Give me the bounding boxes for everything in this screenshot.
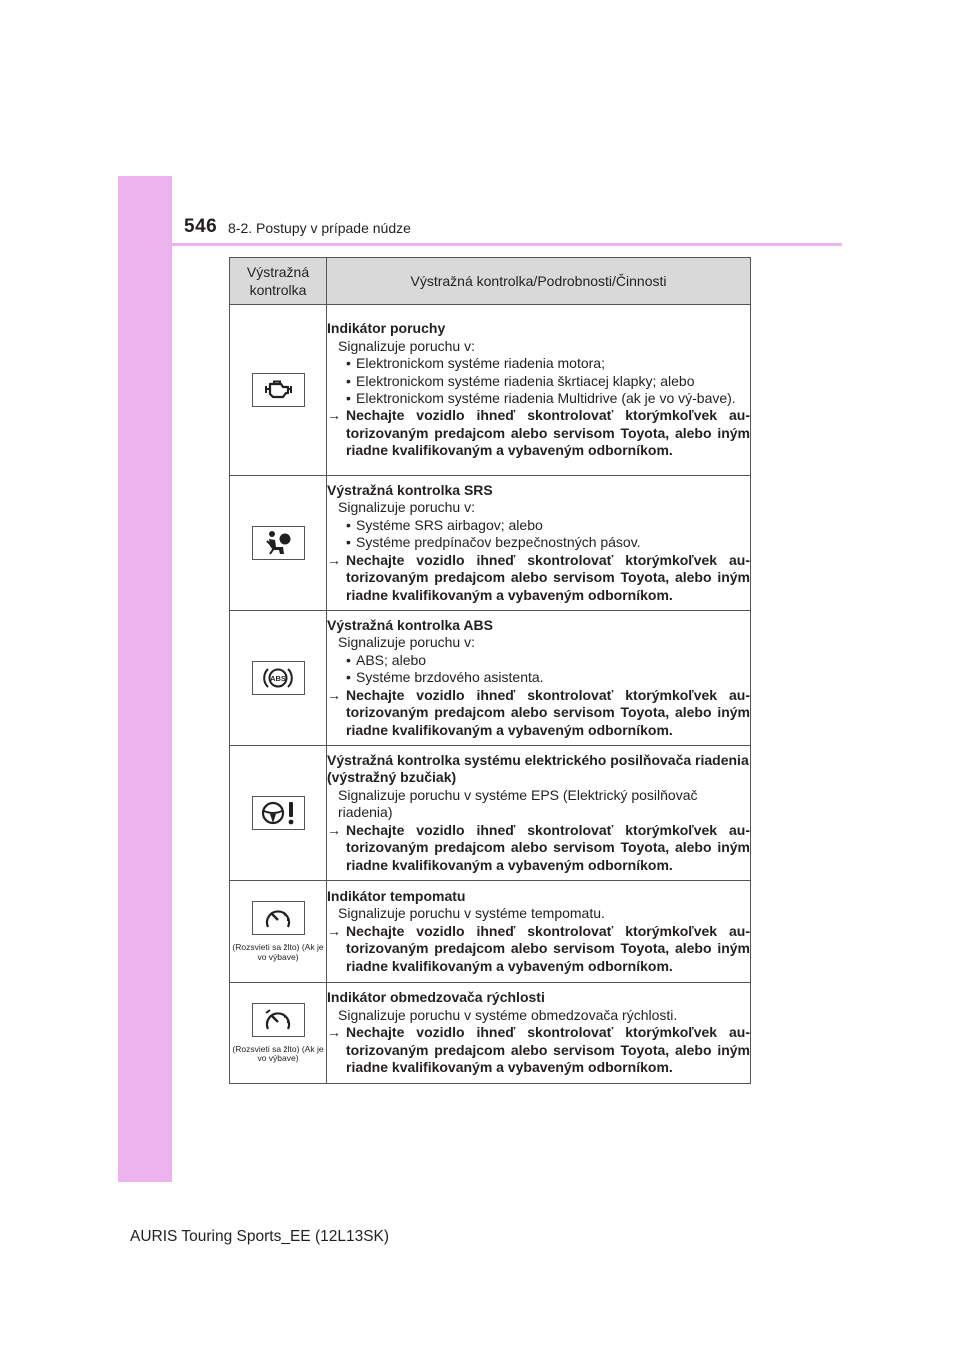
bullet-text: Systéme brzdového asistenta. [356,669,544,686]
action-label: Nechajte vozidlo ihneď skontrolovať ktorýmkoľvek au-torizovaným predajcom alebo servisom Toyota, alebo iným riadne kvalifikovaným a vybaveným odborníkom. [346,686,750,738]
bullet-text: Systéme SRS airbagov; alebo [356,516,543,533]
speed-limiter-icon [252,1003,305,1037]
table-row [230,611,751,746]
action-text [327,552,750,604]
action-label: Nechajte vozidlo ihneď skontrolovať ktorýmkoľvek au-torizovaným predajcom alebo servisom Toyota, alebo iným riadne kvalifikovaným a vybaveným odborníkom. [346,821,750,873]
bullet: • [346,372,351,389]
list-item [327,355,750,372]
bullet: • [346,651,351,668]
icon-note: (Rozsvieti sa žlto) (Ak je vo výbave) [232,942,324,962]
list-item [327,373,750,390]
description-cell [327,611,751,746]
item-title: Indikátor obmedzovača rýchlosti [327,989,545,1006]
item-signal: Signalizuje poruchu v systéme obmedzovača rýchlosti. [338,1006,678,1023]
action-label: Nechajte vozidlo ihneď skontrolovať ktorýmkoľvek au-torizovaným predajcom alebo servisom Toyota, alebo iným riadne kvalifikovaným a vybaveným odborníkom. [346,922,750,974]
header-rule [118,243,842,246]
list-item [327,517,750,534]
table-header-row [230,258,751,305]
icon-cell [230,983,327,1084]
list-item [327,390,750,407]
icon-cell [230,305,327,476]
list-item [327,652,750,669]
item-title: Indikátor tempomatu [327,887,466,904]
icon-cell [230,746,327,881]
cruise-control-icon [252,901,305,935]
action-label: Nechajte vozidlo ihneď skontrolovať ktorýmkoľvek au-torizovaným predajcom alebo servisom Toyota, alebo iným riadne kvalifikovaným a vybaveným odborníkom. [346,1024,750,1076]
item-signal: Signalizuje poruchu v: [338,337,475,354]
list-item [327,534,750,551]
table-row [230,476,751,611]
action-text [327,923,750,975]
bullet: • [346,390,351,406]
action-text [327,687,750,739]
icon-cell [230,611,327,746]
item-signal: Signalizuje poruchu v: [338,634,475,651]
table-row [230,746,751,881]
bullet-text: Systéme predpínačov bezpečnostných pásov. [356,534,641,551]
item-title: Výstražná kontrolka systému elektrického posilňovača riadenia (výstražný bzučiak) [327,752,749,786]
arrow-icon: → [327,821,341,838]
warning-lights-table [229,257,751,1084]
description-cell [327,476,751,611]
icon-cell [230,881,327,983]
column-header-details: Výstražná kontrolka/Podrobnosti/Činnosti [327,258,751,305]
action-text [327,407,750,459]
description-cell [327,881,751,983]
table-row [230,305,751,476]
item-title: Výstražná kontrolka SRS [327,482,493,499]
action-label: Nechajte vozidlo ihneď skontrolovať ktorýmkoľvek au-torizovaným predajcom alebo servisom Toyota, alebo iným riadne kvalifikovaným a vybaveným odborníkom. [346,407,750,459]
list-item [327,669,750,686]
column-header-light: Výstražná kontrolka [230,258,327,305]
bullet: • [346,669,351,686]
abs-icon-label: ABS [270,674,286,683]
footer-model: AURIS Touring Sports_EE (12L13SK) [130,1228,390,1245]
table-row [230,881,751,983]
bullet: • [346,534,351,551]
bullet-text: Elektronickom systéme riadenia motora; [356,355,605,372]
icon-cell [230,476,327,611]
page-number: 546 [184,216,218,237]
arrow-icon: → [327,551,341,568]
srs-airbag-icon [252,526,305,560]
bullet-text: ABS; alebo [356,651,427,668]
arrow-icon: → [327,686,341,703]
table-row [230,983,751,1084]
bullet: • [346,516,351,533]
section-title: 8-2. Postupy v prípade núdze [228,220,411,236]
arrow-icon: → [327,407,341,424]
arrow-icon: → [327,922,341,939]
description-cell [327,746,751,881]
description-cell [327,983,751,1084]
item-signal: Signalizuje poruchu v: [338,499,475,516]
item-title: Indikátor poruchy [327,320,446,337]
bullet-text: Elektronickom systéme riadenia Multidrive (ak je vo vý-bave). [356,390,736,406]
bullet: • [346,355,351,372]
engine-malfunction-icon [252,373,305,407]
chapter-sidebar-tab [118,176,172,1182]
power-steering-icon [252,796,305,830]
action-text [327,1024,750,1076]
item-signal: Signalizuje poruchu v systéme EPS (Elektrický posilňovač riadenia) [338,786,698,821]
abs-icon [252,661,305,695]
bullet-text: Elektronickom systéme riadenia škrtiacej klapky; alebo [356,372,695,389]
icon-note: (Rozsvieti sa žlto) (Ak je vo výbave) [232,1043,324,1063]
arrow-icon: → [327,1024,341,1041]
item-signal: Signalizuje poruchu v systéme tempomatu. [338,905,605,922]
action-label: Nechajte vozidlo ihneď skontrolovať ktorýmkoľvek au-torizovaným predajcom alebo servisom Toyota, alebo iným riadne kvalifikovaným a vybaveným odborníkom. [346,551,750,603]
action-text [327,822,750,874]
item-title: Výstražná kontrolka ABS [327,617,493,634]
description-cell [327,305,751,476]
